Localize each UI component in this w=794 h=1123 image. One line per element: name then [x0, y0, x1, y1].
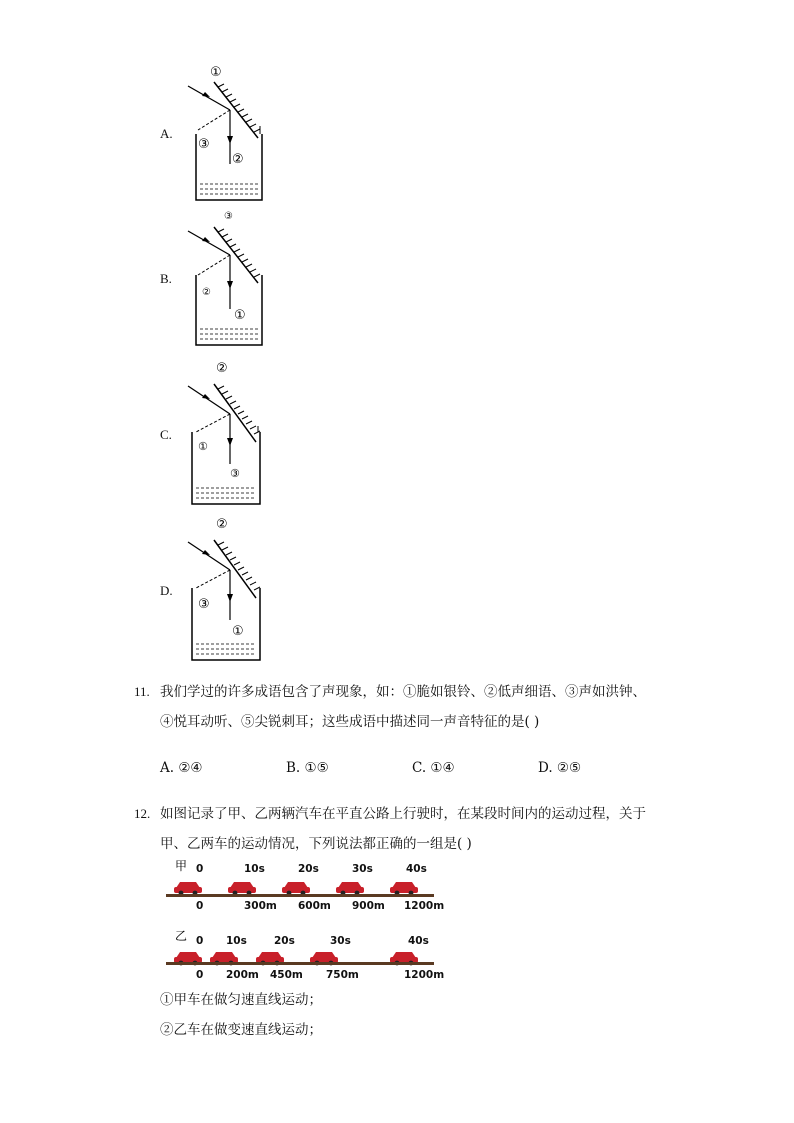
left-mark: ③ — [198, 597, 210, 612]
car-a-time-3: 30s — [352, 863, 373, 875]
car-a-time-1: 10s — [244, 863, 265, 875]
car-a-time-4: 40s — [406, 863, 427, 875]
car-motion-diagram — [160, 856, 450, 986]
question-11-line1: 我们学过的许多成语包含了声现象，如：①脆如银铃、②低声细语、③声如洪钟、 — [160, 684, 646, 700]
q11-choice-c[interactable]: C. ①④ — [412, 760, 455, 776]
option-a-label[interactable]: A. — [160, 126, 173, 141]
top-mark: ② — [216, 361, 228, 376]
water-surface — [200, 184, 258, 194]
left-mark: ③ — [198, 137, 210, 152]
car-a-pos-2: 600m — [298, 900, 331, 912]
q12-statement-2: ②乙车在做变速直线运动； — [160, 1022, 322, 1038]
option-d-diagram — [178, 512, 278, 664]
car-a-time-0: 0 — [196, 863, 204, 875]
right-mark: ③ — [230, 467, 240, 480]
right-mark: ① — [234, 308, 246, 323]
road-a — [166, 894, 434, 897]
option-b-diagram — [180, 205, 280, 351]
option-d-label[interactable]: D. — [160, 583, 173, 598]
car-a-time-2: 20s — [298, 863, 319, 875]
car-b-pos-4: 1200m — [404, 969, 445, 981]
q11-choice-b[interactable]: B. ①⑤ — [286, 760, 329, 776]
question-12-line2: 甲、乙两车的运动情况，下列说法都正确的一组是( ) — [160, 836, 472, 852]
car-a-pos-4: 1200m — [404, 900, 445, 912]
car-b-time-4: 40s — [408, 935, 429, 947]
car-b-time-3: 30s — [330, 935, 351, 947]
car-b-label: 乙 — [175, 929, 188, 943]
car-a-pos-0: 0 — [196, 900, 204, 912]
car-b-pos-2: 450m — [270, 969, 303, 981]
car-b-time-0: 0 — [196, 935, 204, 947]
car-a-cars — [174, 882, 418, 895]
q11-choice-d[interactable]: D. ②⑤ — [538, 760, 582, 776]
top-mark: ③ — [224, 211, 233, 222]
question-11-line2: ④悦耳动听、⑤尖锐刺耳；这些成语中描述同一声音特征的是( ) — [160, 714, 540, 730]
top-mark: ② — [216, 517, 228, 532]
left-mark: ② — [202, 287, 211, 298]
top-mark: ① — [210, 65, 222, 80]
mirror-hatch — [218, 84, 260, 132]
mirror — [214, 82, 258, 138]
q11-choice-a[interactable]: A. ②④ — [160, 760, 203, 776]
question-11-number: 11. — [134, 684, 150, 699]
option-c-label[interactable]: C. — [160, 427, 172, 442]
car-b-pos-3: 750m — [326, 969, 359, 981]
road-b — [166, 962, 434, 965]
car-a-pos-1: 300m — [244, 900, 277, 912]
car-a-label: 甲 — [175, 859, 188, 873]
option-c-diagram — [178, 356, 278, 506]
q12-statement-1: ①甲车在做匀速直线运动； — [160, 992, 322, 1008]
option-a-diagram — [180, 60, 280, 206]
question-12-line1: 如图记录了甲、乙两辆汽车在平直公路上行驶时，在某段时间内的运动过程，关于 — [160, 806, 646, 822]
left-mark: ① — [198, 440, 208, 453]
incident-ray — [188, 86, 230, 110]
car-b-pos-0: 0 — [196, 969, 204, 981]
car-a-pos-3: 900m — [352, 900, 385, 912]
car-b-time-2: 20s — [274, 935, 295, 947]
option-b-label[interactable]: B. — [160, 271, 172, 286]
question-12-number: 12. — [134, 806, 151, 821]
car-b-time-1: 10s — [226, 935, 247, 947]
dashed-line — [198, 110, 230, 130]
right-mark: ② — [232, 152, 244, 167]
car-b-pos-1: 200m — [226, 969, 259, 981]
right-mark: ① — [232, 624, 244, 639]
